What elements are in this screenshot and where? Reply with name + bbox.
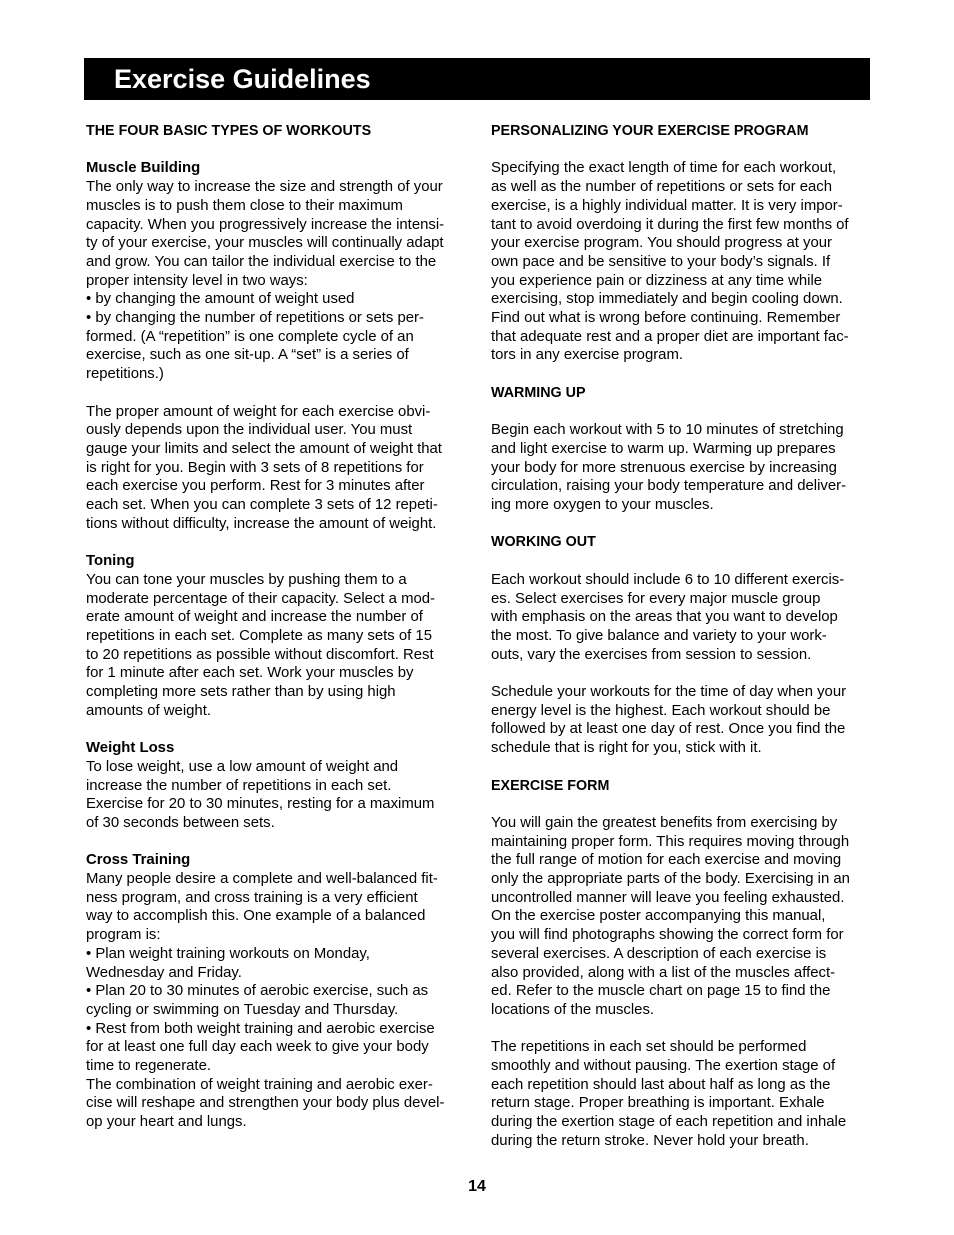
- text-line: amounts of weight.: [86, 702, 211, 719]
- text-line: own pace and be sensitive to your body’s signals. If: [491, 253, 831, 270]
- text-line: your exercise program. You should progress at your: [491, 235, 833, 252]
- toning-paragraph: [86, 571, 462, 721]
- muscle-building-intro: [86, 178, 462, 290]
- text-line: time to regenerate.: [86, 1058, 211, 1075]
- personalizing-paragraph: [491, 159, 869, 365]
- text-line: the most. To give balance and variety to your work-: [491, 627, 827, 644]
- text-line: tors in any exercise program.: [491, 347, 684, 364]
- subheading-cross-training: Cross Training: [86, 852, 191, 869]
- exercise-form-paragraph-2: [491, 1038, 869, 1150]
- muscle-building-weight-paragraph: [86, 403, 462, 534]
- text-line: each set. When you can complete 3 sets of 12 repeti-: [86, 497, 438, 514]
- text-line: proper intensity level in two ways:: [86, 272, 308, 289]
- text-line: circulation, raising your body temperature and deliver-: [491, 478, 847, 495]
- text-line: You can tone your muscles by pushing them to a: [86, 571, 407, 588]
- text-line: increase the number of repetitions in each set.: [86, 777, 392, 794]
- text-line: and grow. You can tailor the individual exercise to the: [86, 253, 437, 270]
- text-line: Begin each workout with 5 to 10 minutes of stretching: [491, 422, 844, 439]
- cross-training-bullet-rest: [86, 1020, 462, 1076]
- text-line: that adequate rest and a proper diet are important fac-: [491, 328, 849, 345]
- text-line: your body for more strenuous exercise by increasing: [491, 459, 837, 476]
- weight-loss-paragraph: [86, 758, 462, 833]
- text-line: each exercise you perform. Rest for 3 minutes after: [86, 478, 425, 495]
- page-number: 14: [468, 1178, 486, 1195]
- text-line: Wednesday and Friday.: [86, 964, 242, 981]
- text-line: of 30 seconds between sets.: [86, 814, 275, 831]
- text-line: tant to avoid overdoing it during the first few months of: [491, 216, 849, 233]
- text-line: muscles is to push them close to their maximum: [86, 197, 403, 214]
- muscle-building-bullet-weight: [86, 290, 462, 309]
- section-heading-workout-types: THE FOUR BASIC TYPES OF WORKOUTS: [86, 123, 372, 139]
- page-title: Exercise Guidelines: [114, 64, 371, 94]
- cross-training-closing: [86, 1076, 462, 1132]
- text-line: during the exertion stage of each repetition and inhale: [491, 1114, 847, 1131]
- text-line: repetitions in each set. Complete as many sets of 15: [86, 627, 432, 644]
- text-line: The proper amount of weight for each exercise obvi-: [86, 403, 431, 420]
- text-line: schedule that is right for you, stick with it.: [491, 740, 762, 757]
- text-line: only the appropriate parts of the body. Exercising in an: [491, 871, 850, 887]
- text-line: Schedule your workouts for the time of day when your: [491, 684, 847, 700]
- text-line: • by changing the number of repetitions or sets per-: [86, 310, 424, 327]
- text-line: The combination of weight training and aerobic exer-: [86, 1076, 433, 1093]
- warming-up-paragraph: [491, 421, 869, 515]
- text-line: for 1 minute after each set. Work your muscles by: [86, 665, 414, 682]
- right-column: [491, 122, 869, 1151]
- text-line: uncontrolled manner will leave you feeling exhausted.: [491, 889, 845, 906]
- subheading-muscle-building: Muscle Building: [86, 160, 201, 177]
- working-out-paragraph-1: [491, 571, 869, 665]
- text-line: locations of the muscles.: [491, 1001, 655, 1018]
- text-line: way to accomplish this. One example of a balanced: [86, 908, 426, 925]
- text-line: moderate percentage of their capacity. Select a mod-: [86, 590, 436, 607]
- text-line: • Rest from both weight training and aerobic exercise: [86, 1020, 435, 1037]
- text-line: ing more oxygen to your muscles.: [491, 497, 714, 514]
- text-line: Find out what is wrong before continuing. Remember: [491, 310, 841, 327]
- text-line: followed by at least one day of rest. Once you find the: [491, 721, 846, 738]
- text-line: as well as the number of repetitions or sets for each: [491, 179, 833, 196]
- text-line: the full range of motion for each exercise and moving: [491, 852, 842, 869]
- text-line: maintaining proper form. This requires moving through: [491, 833, 850, 850]
- text-line: The only way to increase the size and strength of your: [86, 179, 443, 196]
- text-line: ty of your exercise, your muscles will continually adapt: [86, 235, 444, 252]
- text-line: cise will reshape and strengthen your body plus devel-: [86, 1095, 445, 1112]
- text-line: Specifying the exact length of time for each workout,: [491, 160, 837, 177]
- subheading-toning: Toning: [86, 553, 135, 570]
- text-line: exercising, stop immediately and begin cooling down.: [491, 291, 843, 308]
- cross-training-bullet-weights: [86, 945, 462, 982]
- text-line: program is:: [86, 927, 161, 944]
- muscle-building-bullet-reps: [86, 309, 462, 384]
- text-line: several exercises. A description of each exercise is: [491, 945, 827, 962]
- cross-training-intro: [86, 870, 462, 945]
- text-line: during the return stroke. Never hold your breath.: [491, 1132, 809, 1149]
- text-line: On the exercise poster accompanying this manual,: [491, 908, 826, 925]
- text-line: • Plan 20 to 30 minutes of aerobic exercise, such as: [86, 983, 429, 1000]
- text-line: ously depends upon the individual user. You must: [86, 422, 413, 439]
- text-line: each repetition should last about half as long as the: [491, 1076, 831, 1093]
- section-heading-personalizing: PERSONALIZING YOUR EXERCISE PROGRAM: [491, 123, 809, 139]
- text-line: capacity. When you progressively increase the intensi-: [86, 216, 445, 233]
- section-heading-warming-up: WARMING UP: [491, 384, 586, 401]
- text-line: es. Select exercises for every major muscle group: [491, 590, 821, 607]
- text-line: • Plan weight training workouts on Monday,: [86, 945, 370, 962]
- working-out-paragraph-2: [491, 683, 869, 758]
- text-line: formed. (A “repetition” is one complete cycle of an: [86, 328, 414, 345]
- text-line: gauge your limits and select the amount of weight that: [86, 440, 442, 457]
- text-line: exercise, such as one sit-up. A “set” is a series of: [86, 347, 409, 364]
- text-line: repetitions.): [86, 366, 164, 383]
- text-line: To lose weight, use a low amount of weight and: [86, 758, 399, 775]
- text-line: for at least one full day each week to give your body: [86, 1039, 429, 1056]
- text-line: exercise, is a highly individual matter. It is very impor-: [491, 197, 843, 214]
- text-line: cycling or swimming on Tuesday and Thursday.: [86, 1001, 399, 1018]
- text-line: erate amount of weight and increase the number of: [86, 609, 423, 626]
- text-line: • by changing the amount of weight used: [86, 291, 355, 308]
- section-heading-exercise-form: EXERCISE FORM: [491, 777, 610, 794]
- text-line: energy level is the highest. Each workout should be: [491, 702, 831, 719]
- text-line: op your heart and lungs.: [86, 1114, 247, 1131]
- text-line: with emphasis on the areas that you want to develop: [491, 609, 838, 626]
- text-line: Many people desire a complete and well-balanced fit-: [86, 871, 438, 888]
- text-line: also provided, along with a list of the muscles affect-: [491, 964, 836, 981]
- text-line: and light exercise to warm up. Warming up prepares: [491, 440, 836, 457]
- text-line: tions without difficulty, increase the amount of weight.: [86, 515, 437, 532]
- subheading-weight-loss: Weight Loss: [86, 740, 175, 757]
- text-line: Each workout should include 6 to 10 different exercis-: [491, 571, 845, 588]
- left-column: [86, 122, 462, 1132]
- text-line: to 20 repetitions as possible without discomfort. Rest: [86, 646, 434, 663]
- text-line: return stage. Proper breathing is important. Exhale: [491, 1095, 825, 1112]
- text-line: you experience pain or dizziness at any time while: [491, 272, 823, 289]
- cross-training-bullet-aerobic: [86, 982, 462, 1019]
- text-line: smoothly and without pausing. The exertion stage of: [491, 1058, 836, 1075]
- text-line: Exercise for 20 to 30 minutes, resting for a maximum: [86, 796, 435, 813]
- text-line: is right for you. Begin with 3 sets of 8 repetitions for: [86, 459, 424, 476]
- title-bar: [84, 58, 870, 100]
- text-line: outs, vary the exercises from session to session.: [491, 646, 812, 663]
- text-line: You will gain the greatest benefits from exercising by: [491, 814, 838, 831]
- exercise-form-paragraph-1: [491, 814, 869, 1020]
- text-line: you will find photographs showing the correct form for: [491, 927, 844, 944]
- text-line: ed. Refer to the muscle chart on page 15 to find the: [491, 983, 831, 1000]
- text-line: The repetitions in each set should be performed: [491, 1039, 807, 1056]
- text-line: ness program, and cross training is a very efficient: [86, 889, 418, 906]
- text-line: completing more sets rather than by using high: [86, 684, 396, 701]
- section-heading-working-out: WORKING OUT: [491, 534, 596, 551]
